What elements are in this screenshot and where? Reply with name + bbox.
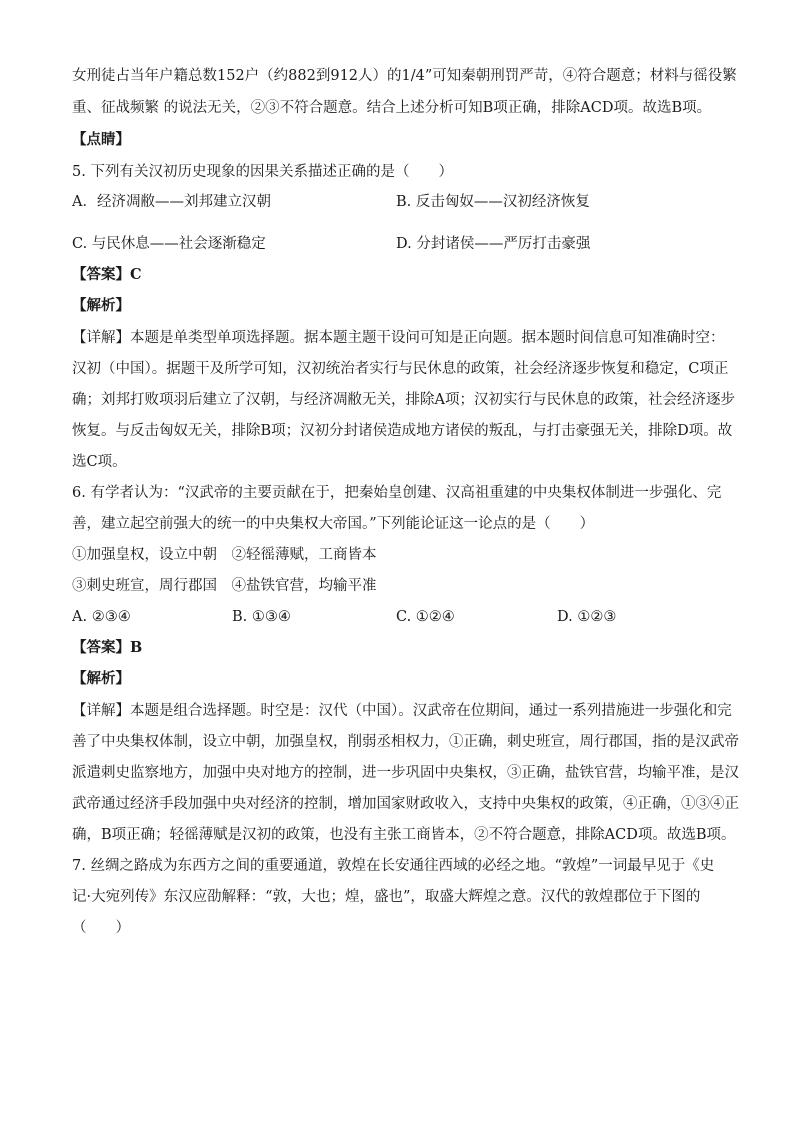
question-5-detail-line: 汉初（中国）。据题干及所学可知，汉初统治者实行与民休息的政策，社会经济逐步恢复和稳定，C项正 <box>72 361 729 377</box>
question-6-detail-line: 【详解】本题是组合选择题。时空是：汉代（中国）。汉武帝在位期间，通过一系列措施进一步强化和完 <box>72 703 732 719</box>
paragraph-line: 重、征战频繁 的说法无关，②③不符合题意。结合上述分析可知B项正确，排除ACD项。故选B项。 <box>72 100 712 116</box>
question-6-detail-line: 确，B项正确；轻徭薄赋是汉初的政策，也没有主张工商皆本，②不符合题意，排除ACD项。故选B项。 <box>72 827 736 843</box>
question-5-option-a: A．经济凋敝——刘邦建立汉朝 <box>72 194 271 210</box>
question-6-item-line: ③刺史班宣，周行郡国 ④盐铁官营，均输平准 <box>72 578 377 594</box>
question-5-answer: 【答案】C <box>72 266 142 283</box>
question-5-detail-line: 【详解】本题是单类型单项选择题。据本题主题干设问可知是正向题。据本题时间信息可知准确时空： <box>72 330 725 346</box>
question-7-stem-line: （ ） <box>72 920 130 936</box>
question-6-analysis-label: 【解析】 <box>72 670 130 687</box>
question-6-detail-line: 派遣刺史监察地方，加强中央对地方的控制，进一步巩固中央集权，③正确，盐铁官营，均输平准，是汉 <box>72 765 739 781</box>
question-6-item-line: ①加强皇权，设立中朝 ②轻徭薄赋，工商皆本 <box>72 547 377 563</box>
section-label-dianjing: 【点睛】 <box>72 131 130 148</box>
question-6-stem-line: 6. 有学者认为：“汉武帝的主要贡献在于，把秦始皇创建、汉高祖重建的中央集权体制进一步强化、完 <box>72 485 722 501</box>
question-5-detail-line: 选C项。 <box>72 454 127 470</box>
question-5-option-b: B. 反击匈奴——汉初经济恢复 <box>396 194 590 210</box>
question-7-stem-line: 7. 丝绸之路成为东西方之间的重要通道，敦煌在长安通往西域的必经之地。“敦煌”一词最早见于《史 <box>72 858 715 874</box>
question-5-stem: 5. 下列有关汉初历史现象的因果关系描述正确的是（ ） <box>72 164 453 180</box>
paragraph-line: 女刑徒占当年户籍总数152户（约882到912人）的1/4”可知秦朝刑罚严苛，④符合题意；材料与徭役繁 <box>72 68 737 84</box>
question-5-option-d: D. 分封诸侯——严厉打击豪强 <box>396 236 591 252</box>
question-5-detail-line: 恢复。与反击匈奴无关，排除B项；汉初分封诸侯造成地方诸侯的叛乱，与打击豪强无关，排除D项。故 <box>72 423 733 439</box>
question-6-option-d: D. ①②③ <box>557 609 617 625</box>
question-7-stem-line: 记·大宛列传》东汉应劭解释：“敦，大也；煌，盛也”，取盛大辉煌之意。汉代的敦煌郡位于下图的 <box>72 889 701 905</box>
question-6-answer: 【答案】B <box>72 639 143 656</box>
question-6-stem-line: 善，建立起空前强大的统一的中央集权大帝国。”下列能论证这一论点的是（ ） <box>72 516 595 532</box>
question-6-option-b: B. ①③④ <box>232 609 291 625</box>
question-6-option-a: A. ②③④ <box>72 609 131 625</box>
question-6-detail-line: 善了中央集权体制，设立中朝，加强皇权，削弱丞相权力，①正确，刺史班宣，周行郡国，指的是汉武帝 <box>72 734 739 750</box>
question-5-detail-line: 确；刘邦打败项羽后建立了汉朝，与经济凋敝无关，排除A项；汉初实行与民休息的政策，社会经济逐步 <box>72 392 735 408</box>
question-6-option-c: C. ①②④ <box>396 609 455 625</box>
question-6-detail-line: 武帝通过经济手段加强中央对经济的控制，增加国家财政收入，支持中央集权的政策，④正确，①③④正 <box>72 796 739 812</box>
question-5-option-c: C. 与民休息——社会逐渐稳定 <box>72 236 266 252</box>
question-5-analysis-label: 【解析】 <box>72 297 130 314</box>
